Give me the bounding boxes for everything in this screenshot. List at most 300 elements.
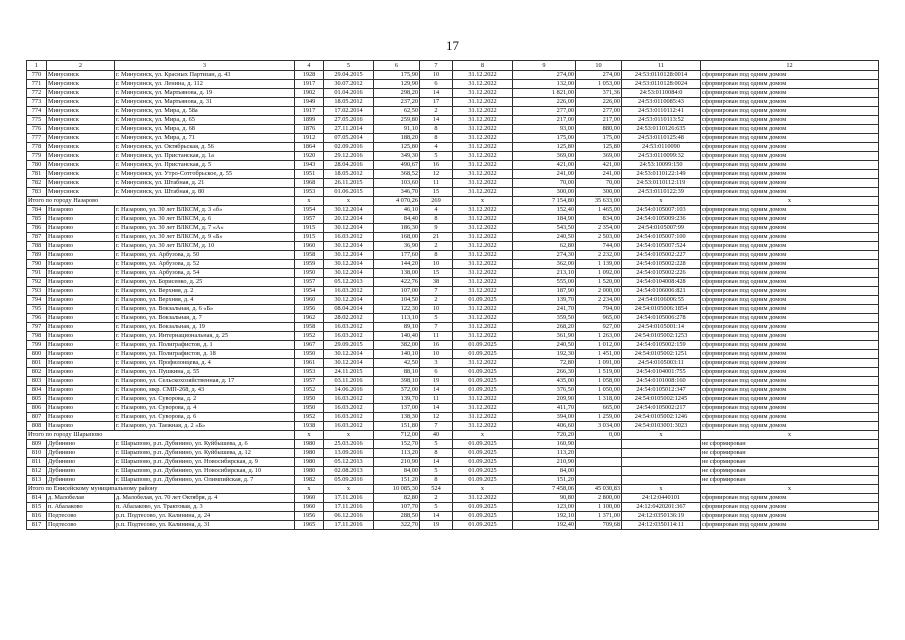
table-row: [27, 458, 879, 467]
table-cell: 1953: [295, 188, 324, 197]
table-cell: 810: [27, 449, 47, 458]
table-cell: 1957: [295, 215, 324, 224]
table-row: [27, 251, 879, 260]
table-cell: Дубинино: [47, 467, 115, 476]
table-cell: сформирован под одним домом: [701, 98, 879, 107]
table-cell: сформирован под одним домом: [701, 233, 879, 242]
table-row: [27, 188, 879, 197]
table-cell: сформирован под одним домом: [701, 269, 879, 278]
table-cell: Назарово: [47, 377, 115, 386]
subtotal-cell: 40: [420, 431, 453, 440]
header-cell: 6: [374, 61, 420, 71]
table-cell: 104,50: [374, 296, 420, 305]
table-cell: 1954: [295, 287, 324, 296]
subtotal-label: Итого по городу Назарово: [27, 197, 295, 206]
table-cell: 1950: [295, 395, 324, 404]
table-cell: сформирован под одним домом: [701, 224, 879, 233]
table-cell: 31.12.2022: [453, 152, 513, 161]
table-cell: 02.08.2013: [324, 467, 374, 476]
table-cell: 1938: [295, 422, 324, 431]
table-cell: 240,50: [513, 341, 576, 350]
table-cell: 9: [420, 224, 453, 233]
table-cell: 217,00: [513, 116, 576, 125]
table-cell: 790: [27, 260, 47, 269]
table-cell: 927,00: [576, 323, 622, 332]
table-cell: 24:54:0105002:226: [622, 269, 701, 278]
table-cell: 24:54:0105002:1251: [622, 350, 701, 359]
table-cell: 809: [27, 440, 47, 449]
table-cell: 01.09.2025: [453, 467, 513, 476]
table-cell: 3: [420, 359, 453, 368]
table-cell: 1982: [295, 476, 324, 485]
table-cell: 5: [420, 314, 453, 323]
table-cell: [622, 458, 701, 467]
table-cell: 24:54:0105009:236: [622, 215, 701, 224]
table-cell: 421,00: [576, 161, 622, 170]
registry-table: [26, 60, 879, 530]
table-cell: 27.05.2016: [324, 116, 374, 125]
table-cell: 371,36: [576, 89, 622, 98]
table-cell: 17.11.2016: [324, 494, 374, 503]
table-row: [27, 521, 879, 530]
table-cell: г. Шарыпово, р.п. Дубинино, ул. Новосибирская, д. 10: [115, 467, 295, 476]
table-cell: 16.03.2012: [324, 233, 374, 242]
table-cell: 31.12.2022: [453, 323, 513, 332]
table-cell: 791: [27, 269, 47, 278]
table-cell: 31.12.2022: [453, 134, 513, 143]
table-cell: 1928: [295, 71, 324, 80]
table-cell: 1876: [295, 125, 324, 134]
table-cell: 1953: [295, 368, 324, 377]
table-cell: г. Назарово, ул. Арбузова, д. 50: [115, 251, 295, 260]
table-cell: 151,80: [374, 422, 420, 431]
table-cell: 125,80: [374, 143, 420, 152]
table-cell: 24:54:0104001:755: [622, 368, 701, 377]
table-cell: 792: [27, 278, 47, 287]
subtotal-cell: x: [701, 485, 879, 494]
table-cell: Назарово: [47, 215, 115, 224]
table-cell: р.п. Подтесово, ул. Калинина, д. 31: [115, 521, 295, 530]
table-cell: 1 519,00: [576, 368, 622, 377]
table-cell: 144,20: [374, 260, 420, 269]
table-cell: 797: [27, 323, 47, 332]
table-cell: 1 050,00: [576, 386, 622, 395]
table-cell: 02.09.2016: [324, 143, 374, 152]
table-cell: 1952: [295, 413, 324, 422]
subtotal-cell: x: [295, 431, 324, 440]
table-cell: 29.12.2016: [324, 152, 374, 161]
header-cell: 8: [453, 61, 513, 71]
table-cell: 787: [27, 233, 47, 242]
table-cell: Дубинино: [47, 440, 115, 449]
table-cell: 1 091,00: [576, 359, 622, 368]
table-cell: Назарово: [47, 251, 115, 260]
table-cell: 5: [420, 152, 453, 161]
table-cell: 19: [420, 377, 453, 386]
table-cell: 816: [27, 512, 47, 521]
table-cell: 210,90: [513, 458, 576, 467]
table-cell: 322,70: [374, 521, 420, 530]
table-cell: 5: [420, 503, 453, 512]
subtotal-cell: 10 085,30: [374, 485, 420, 494]
table-row: [27, 386, 879, 395]
table-row: [27, 395, 879, 404]
table-cell: 794,00: [576, 305, 622, 314]
table-cell: 31.12.2022: [453, 413, 513, 422]
table-cell: Назарово: [47, 296, 115, 305]
subtotal-cell: 720,20: [513, 431, 576, 440]
table-cell: 1950: [295, 350, 324, 359]
table-row: [27, 179, 879, 188]
subtotal-cell: x: [453, 197, 513, 206]
table-cell: 01.06.2015: [324, 188, 374, 197]
table-cell: 2: [420, 494, 453, 503]
table-cell: сформирован под одним домом: [701, 368, 879, 377]
table-cell: 349,30: [374, 152, 420, 161]
table-cell: 300,00: [576, 188, 622, 197]
table-cell: Назарово: [47, 413, 115, 422]
table-cell: 25.03.2016: [324, 440, 374, 449]
table-cell: Минусинск: [47, 116, 115, 125]
table-cell: 776: [27, 125, 47, 134]
header-cell: 10: [576, 61, 622, 71]
table-cell: 01.09.2025: [453, 449, 513, 458]
table-cell: г. Минусинск, ул. Пристанская, д. 1а: [115, 152, 295, 161]
table-cell: г. Назарово, ул. 30 лет ВЛКСМ, д. 10: [115, 242, 295, 251]
table-cell: 815: [27, 503, 47, 512]
table-row: [27, 368, 879, 377]
table-row: [27, 296, 879, 305]
table-cell: 1 139,00: [576, 260, 622, 269]
table-cell: 277,00: [576, 107, 622, 116]
table-cell: г. Назарово, ул. Суворова, д. 2: [115, 395, 295, 404]
table-cell: Минусинск: [47, 134, 115, 143]
table-cell: сформирован под одним домом: [701, 116, 879, 125]
table-cell: г. Назарово, ул. Полиграфистов, д. 1: [115, 341, 295, 350]
table-row: [27, 260, 879, 269]
table-cell: 24:53:0110126:635: [622, 125, 701, 134]
table-cell: 346,70: [374, 188, 420, 197]
table-cell: 783: [27, 188, 47, 197]
table-cell: 24:54:0105002:217: [622, 404, 701, 413]
table-cell: 14.06.2016: [324, 386, 374, 395]
table-cell: 14: [420, 512, 453, 521]
table-cell: сформирован под одним домом: [701, 89, 879, 98]
subtotal-cell: x: [295, 197, 324, 206]
table-cell: 298,20: [374, 89, 420, 98]
table-row: [27, 206, 879, 215]
table-cell: 125,80: [576, 143, 622, 152]
table-cell: 168,00: [374, 233, 420, 242]
table-cell: 268,20: [513, 323, 576, 332]
table-cell: 31.12.2022: [453, 422, 513, 431]
table-cell: 05.12.2013: [324, 458, 374, 467]
subtotal-label: Итого по городу Шарыпово: [27, 431, 295, 440]
table-cell: 31.12.2022: [453, 260, 513, 269]
table-cell: 175,90: [374, 71, 420, 80]
table-cell: г. Минусинск, ул. Красных Партизан, д. 43: [115, 71, 295, 80]
table-cell: 01.09.2025: [453, 458, 513, 467]
table-cell: 31.12.2022: [453, 170, 513, 179]
table-cell: г. Назарово, ул. Верхняя, д. 4: [115, 296, 295, 305]
table-cell: 24:54:0105007:103: [622, 206, 701, 215]
table-cell: 5: [420, 440, 453, 449]
table-row: [27, 215, 879, 224]
table-cell: Назарово: [47, 305, 115, 314]
table-cell: 8: [420, 134, 453, 143]
table-cell: 1950: [295, 404, 324, 413]
table-cell: 7: [420, 287, 453, 296]
header-cell: 7: [420, 61, 453, 71]
table-row: [27, 440, 879, 449]
table-cell: г. Минусинск, ул. Октябрьская, д. 56: [115, 143, 295, 152]
table-row: [27, 503, 879, 512]
table-header-row: [27, 61, 879, 71]
table-cell: 24:53:0110125:48: [622, 134, 701, 143]
header-cell: 3: [115, 61, 295, 71]
subtotal-cell: x: [622, 431, 701, 440]
table-cell: 05.12.2013: [324, 278, 374, 287]
table-cell: 31.12.2022: [453, 233, 513, 242]
table-cell: сформирован под одним домом: [701, 260, 879, 269]
table-cell: 779: [27, 152, 47, 161]
table-cell: 406,60: [513, 422, 576, 431]
table-cell: 1950: [295, 269, 324, 278]
table-cell: 107,00: [374, 287, 420, 296]
table-cell: 24:54:0105002:227: [622, 251, 701, 260]
table-cell: 01.09.2025: [453, 377, 513, 386]
table-cell: 01.09.2025: [453, 503, 513, 512]
table-cell: 1 520,00: [576, 278, 622, 287]
table-cell: 90,80: [513, 494, 576, 503]
table-cell: 1949: [295, 98, 324, 107]
table-cell: 93,00: [513, 125, 576, 134]
table-cell: 70,00: [513, 179, 576, 188]
table-cell: 31.12.2022: [453, 71, 513, 80]
subtotal-cell: 712,00: [374, 431, 420, 440]
table-cell: г. Минусинск, ул. Мира, д. 71: [115, 134, 295, 143]
table-cell: г. Назарово, ул. Профилонцева, д. 4: [115, 359, 295, 368]
table-cell: 241,70: [513, 305, 576, 314]
table-row: [27, 332, 879, 341]
table-cell: 2: [420, 107, 453, 116]
table-cell: сформирован под одним домом: [701, 170, 879, 179]
table-cell: 24:53:0110122:149: [622, 170, 701, 179]
table-cell: 11: [420, 179, 453, 188]
table-cell: 398,10: [374, 377, 420, 386]
table-cell: 16: [420, 341, 453, 350]
table-row: [27, 71, 879, 80]
table-cell: 1954: [295, 206, 324, 215]
table-cell: 784: [27, 206, 47, 215]
table-cell: 8: [420, 251, 453, 260]
table-cell: сформирован под одним домом: [701, 206, 879, 215]
table-cell: 24:54:0105012:347: [622, 386, 701, 395]
table-cell: г. Минусинск, ул. Пристанская, д. 5: [115, 161, 295, 170]
table-cell: 62,50: [374, 107, 420, 116]
table-cell: 806: [27, 404, 47, 413]
table-cell: сформирован под одним домом: [701, 134, 879, 143]
table-cell: 1958: [295, 323, 324, 332]
subtotal-cell: 269: [420, 197, 453, 206]
table-cell: 237,20: [374, 98, 420, 107]
table-cell: г. Назарово, ул. Вокзальная, д. 6 «Б»: [115, 305, 295, 314]
subtotal-cell: x: [324, 431, 374, 440]
table-cell: г. Назарово, ул. Борисенко, д. 25: [115, 278, 295, 287]
table-cell: 277,00: [513, 107, 576, 116]
table-cell: 435,00: [513, 377, 576, 386]
table-cell: 16.03.2012: [324, 422, 374, 431]
table-cell: 4: [420, 206, 453, 215]
table-cell: 1960: [295, 242, 324, 251]
table-cell: 38: [420, 278, 453, 287]
table-cell: Минусинск: [47, 152, 115, 161]
table-cell: 29.04.2015: [324, 71, 374, 80]
table-cell: 28.02.2012: [324, 314, 374, 323]
table-cell: не сформирован: [701, 467, 879, 476]
table-cell: 1 053,00: [576, 80, 622, 89]
table-row: [27, 494, 879, 503]
table-cell: 21: [420, 233, 453, 242]
table-cell: 1980: [295, 467, 324, 476]
table-cell: 113,10: [374, 314, 420, 323]
table-cell: г. Назарово, ул. Верхняя, д. 2: [115, 287, 295, 296]
table-cell: 30.12.2014: [324, 359, 374, 368]
table-cell: 14: [420, 89, 453, 98]
table-cell: г. Назарово, ул. 30 лет ВЛКСМ, д. 3 «б»: [115, 206, 295, 215]
table-cell: 1957: [295, 278, 324, 287]
table-cell: 31.12.2022: [453, 332, 513, 341]
table-cell: 192,40: [513, 521, 576, 530]
table-cell: 24:54:0105007:100: [622, 233, 701, 242]
table-cell: г. Назарово, ул. Арбузова, д. 52: [115, 260, 295, 269]
table-cell: не сформирован: [701, 440, 879, 449]
table-cell: не сформирован: [701, 449, 879, 458]
table-cell: 241,00: [576, 170, 622, 179]
table-cell: 188,20: [374, 134, 420, 143]
table-cell: 30.12.2014: [324, 251, 374, 260]
table-cell: 793: [27, 287, 47, 296]
table-cell: 11: [420, 395, 453, 404]
table-cell: Назарово: [47, 278, 115, 287]
table-cell: 362,00: [513, 260, 576, 269]
table-cell: сформирован под одним домом: [701, 323, 879, 332]
table-cell: 2 000,00: [576, 287, 622, 296]
table-cell: 709,68: [576, 521, 622, 530]
table-cell: 210,90: [374, 458, 420, 467]
table-row: [27, 242, 879, 251]
table-cell: 24.11.2015: [324, 368, 374, 377]
table-cell: 82,80: [374, 494, 420, 503]
table-cell: 1961: [295, 359, 324, 368]
table-cell: Назарово: [47, 350, 115, 359]
table-cell: 187,90: [513, 287, 576, 296]
table-cell: [622, 476, 701, 485]
table-cell: 1952: [295, 332, 324, 341]
table-cell: д. Малобелая: [47, 494, 115, 503]
table-cell: 274,00: [576, 71, 622, 80]
table-cell: 31.12.2022: [453, 305, 513, 314]
table-cell: 24:54:0104008:428: [622, 278, 701, 287]
table-cell: 16: [420, 161, 453, 170]
table-cell: 1 092,00: [576, 269, 622, 278]
table-cell: 91,10: [374, 125, 420, 134]
table-cell: 15: [420, 269, 453, 278]
table-cell: 31.12.2022: [453, 359, 513, 368]
subtotal-cell: x: [453, 485, 513, 494]
table-cell: 1 058,00: [576, 377, 622, 386]
table-cell: Минусинск: [47, 71, 115, 80]
table-cell: 774: [27, 107, 47, 116]
table-cell: 140,40: [374, 332, 420, 341]
table-cell: 31.12.2022: [453, 188, 513, 197]
table-cell: 8: [420, 215, 453, 224]
table-cell: 1968: [295, 179, 324, 188]
table-cell: 12: [420, 413, 453, 422]
table-cell: 31.12.2022: [453, 107, 513, 116]
table-cell: Назарово: [47, 422, 115, 431]
table-cell: 42,50: [374, 359, 420, 368]
table-cell: 794: [27, 296, 47, 305]
table-cell: г. Минусинск, ул. Ленина, д. 112: [115, 80, 295, 89]
table-cell: не сформирован: [701, 458, 879, 467]
table-cell: 24:54:0105003:11: [622, 359, 701, 368]
table-cell: 24:53:0110128:0024: [622, 80, 701, 89]
table-cell: п. Абалаково, ул. Трактовая, д. 3: [115, 503, 295, 512]
table-cell: 372,00: [374, 386, 420, 395]
table-cell: 31.12.2022: [453, 215, 513, 224]
table-cell: не сформирован: [701, 476, 879, 485]
table-cell: 24:53:10099:150: [622, 161, 701, 170]
table-cell: 184,90: [513, 215, 576, 224]
table-cell: Минусинск: [47, 98, 115, 107]
table-cell: 24:54:0103001:3023: [622, 422, 701, 431]
table-cell: сформирован под одним домом: [701, 305, 879, 314]
table-cell: 01.04.2016: [324, 89, 374, 98]
table-cell: 31.12.2022: [453, 287, 513, 296]
table-row: [27, 80, 879, 89]
table-cell: г. Назарово, ул. 30 лет ВЛКСМ, д. 6: [115, 215, 295, 224]
table-cell: 804: [27, 386, 47, 395]
table-cell: 24:54:0105007:524: [622, 242, 701, 251]
table-cell: 31.12.2022: [453, 89, 513, 98]
table-cell: 01.09.2025: [453, 296, 513, 305]
table-cell: 300,00: [513, 188, 576, 197]
subtotal-cell: 7 458,06: [513, 485, 576, 494]
subtotal-cell: 35 633,00: [576, 197, 622, 206]
table-cell: 24:12:0350136:19: [622, 512, 701, 521]
table-cell: 16.03.2012: [324, 413, 374, 422]
table-cell: г. Назарово, ул. Таежная, д. 2 «Б»: [115, 422, 295, 431]
table-cell: 12: [420, 170, 453, 179]
subtotal-cell: x: [295, 485, 324, 494]
table-row: [27, 467, 879, 476]
table-cell: 780: [27, 161, 47, 170]
subtotal-row: [27, 485, 879, 494]
header-cell: 4: [295, 61, 324, 71]
table-cell: 782: [27, 179, 47, 188]
table-cell: Назарово: [47, 224, 115, 233]
table-cell: 24:54:0105002:1253: [622, 332, 701, 341]
table-cell: 08.04.2014: [324, 305, 374, 314]
table-cell: 11: [420, 332, 453, 341]
table-row: [27, 404, 879, 413]
table-cell: 788: [27, 242, 47, 251]
table-cell: 24:12:0440101: [622, 494, 701, 503]
table-cell: 1902: [295, 89, 324, 98]
table-cell: г. Назарово, ул. Суворова, д. 4: [115, 404, 295, 413]
table-cell: 1956: [295, 512, 324, 521]
